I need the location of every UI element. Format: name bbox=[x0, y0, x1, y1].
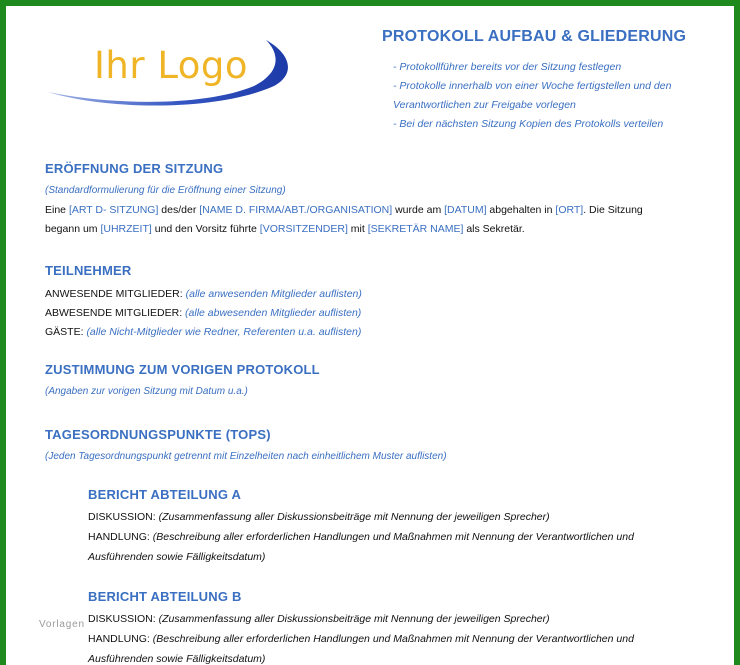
text-segment: und den Vorsitz führte bbox=[151, 223, 260, 235]
watermark-text: Vorlagen bbox=[39, 619, 85, 630]
report-title-b: BERICHT ABTEILUNG B bbox=[88, 589, 242, 604]
report-b-action bbox=[88, 633, 634, 645]
section-title-approval: ZUSTIMMUNG ZUM VORIGEN PROTOKOLL bbox=[45, 362, 320, 377]
document-title: PROTOKOLL AUFBAU & GLIEDERUNG bbox=[382, 28, 687, 45]
report-title-a: BERICHT ABTEILUNG A bbox=[88, 487, 242, 502]
tip-item: - Protokollführer bereits vor der Sitzung festlegen bbox=[393, 61, 622, 73]
row-hint: (alle Nicht-Mitglieder wie Redner, Referenten u.a. auflisten) bbox=[86, 326, 362, 338]
text-segment: begann um bbox=[45, 223, 101, 235]
placeholder-location[interactable]: [ORT] bbox=[555, 204, 584, 216]
report-b-action-continued: Ausführenden sowie Fälligkeitsdatum) bbox=[88, 653, 266, 665]
tips-list bbox=[393, 58, 723, 134]
row-hint: (alle abwesenden Mitglieder auflisten) bbox=[185, 307, 362, 319]
participants-absent-row bbox=[45, 307, 361, 319]
row-label: DISKUSSION: bbox=[88, 511, 159, 523]
tip-item: - Protokolle innerhalb von einer Woche fertigstellen und den bbox=[393, 80, 672, 92]
row-hint: (Beschreibung aller erforderlichen Handlungen und Maßnahmen mit Nennung der Verantwortlichen und bbox=[152, 531, 634, 543]
placeholder-time[interactable]: [UHRZEIT] bbox=[100, 223, 152, 235]
tip-item: Verantwortlichen zur Freigabe vorlegen bbox=[393, 99, 576, 111]
row-label: ANWESENDE MITGLIEDER: bbox=[45, 288, 186, 300]
row-label: DISKUSSION: bbox=[88, 613, 159, 625]
opening-hint: (Standardformulierung für die Eröffnung einer Sitzung) bbox=[45, 185, 286, 196]
placeholder-secretary[interactable]: [SEKRETÄR NAME] bbox=[367, 223, 464, 235]
participants-guests-row bbox=[45, 326, 361, 338]
row-label: ABWESENDE MITGLIEDER: bbox=[45, 307, 186, 319]
report-a-action-continued: Ausführenden sowie Fälligkeitsdatum) bbox=[88, 551, 266, 563]
report-b-discussion bbox=[88, 613, 550, 625]
report-a-discussion bbox=[88, 511, 550, 523]
placeholder-organisation[interactable]: [NAME D. FIRMA/ABT./ORGANISATION] bbox=[199, 204, 393, 216]
placeholder-chair[interactable]: [VORSITZENDER] bbox=[259, 223, 348, 235]
text-segment: des/der bbox=[158, 204, 200, 216]
company-logo bbox=[46, 34, 296, 114]
approval-hint: (Angaben zur vorigen Sitzung mit Datum u.a.) bbox=[45, 386, 248, 397]
logo-text: Ihr Logo bbox=[94, 44, 249, 87]
text-segment: wurde am bbox=[392, 204, 445, 216]
placeholder-date[interactable]: [DATUM] bbox=[444, 204, 487, 216]
agenda-hint: (Jeden Tagesordnungspunkt getrennt mit Einzelheiten nach einheitlichem Muster auflisten) bbox=[45, 451, 447, 462]
section-title-participants: TEILNEHMER bbox=[45, 263, 132, 278]
text-segment: als Sekretär. bbox=[463, 223, 525, 235]
section-title-opening: ERÖFFNUNG DER SITZUNG bbox=[45, 161, 224, 176]
row-label: HANDLUNG: bbox=[88, 633, 153, 645]
row-label: GÄSTE: bbox=[45, 326, 87, 338]
row-label: HANDLUNG: bbox=[88, 531, 153, 543]
opening-sentence-line-1 bbox=[45, 204, 643, 216]
placeholder-meeting-type[interactable]: [ART D- SITZUNG] bbox=[68, 204, 159, 216]
report-a-action bbox=[88, 531, 634, 543]
row-hint: (Zusammenfassung aller Diskussionsbeiträge mit Nennung der jeweiligen Sprecher) bbox=[158, 511, 550, 523]
text-segment: Eine bbox=[45, 204, 69, 216]
participants-present-row bbox=[45, 288, 362, 300]
opening-sentence-line-2 bbox=[45, 223, 525, 235]
section-title-agenda: TAGESORDNUNGSPUNKTE (TOPS) bbox=[45, 427, 271, 442]
tip-item: - Bei der nächsten Sitzung Kopien des Protokolls verteilen bbox=[393, 118, 664, 130]
row-hint: (alle anwesenden Mitglieder auflisten) bbox=[185, 288, 362, 300]
text-segment: abgehalten in bbox=[486, 204, 556, 216]
row-hint: (Zusammenfassung aller Diskussionsbeiträge mit Nennung der jeweiligen Sprecher) bbox=[158, 613, 550, 625]
text-segment: . Die Sitzung bbox=[583, 204, 643, 216]
text-segment: mit bbox=[347, 223, 368, 235]
row-hint: (Beschreibung aller erforderlichen Handlungen und Maßnahmen mit Nennung der Verantwortlichen und bbox=[152, 633, 634, 645]
